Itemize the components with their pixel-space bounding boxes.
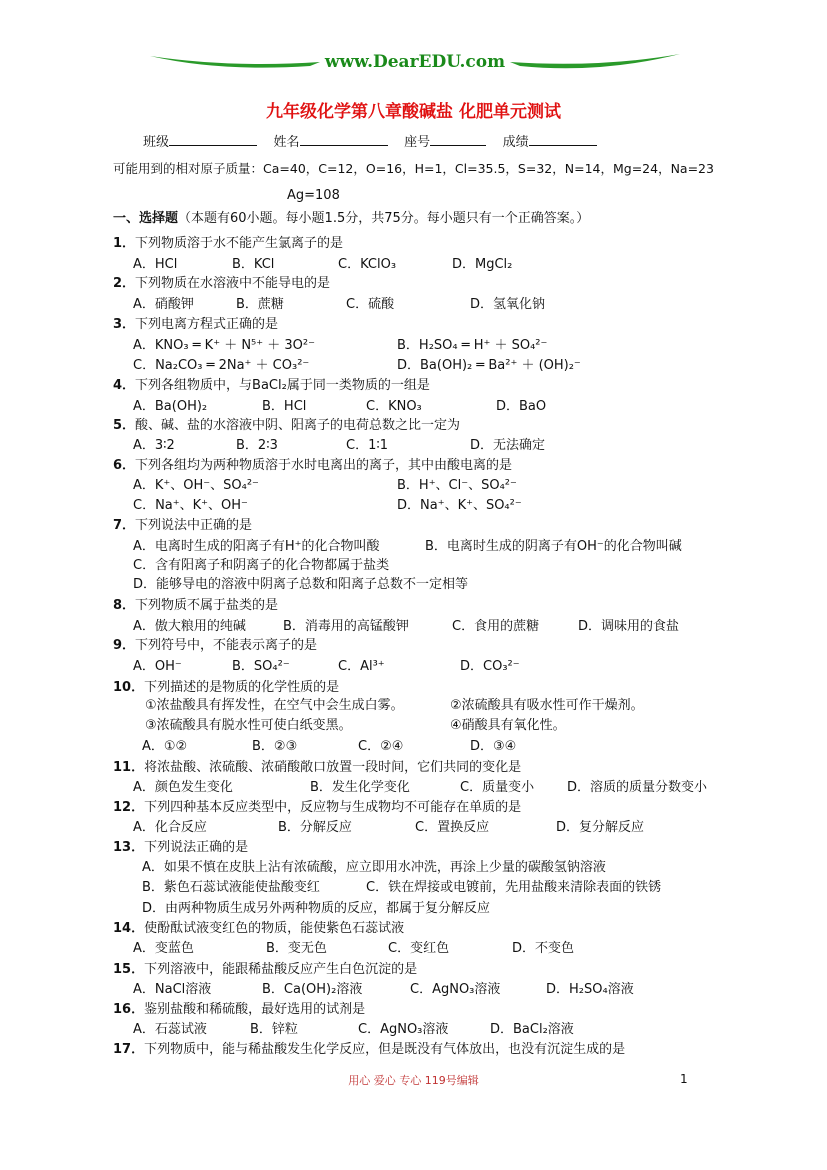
- q10-option-b: B．②③: [252, 739, 298, 754]
- question-16-option: B．锌粒: [250, 1022, 298, 1037]
- q10-statement-1: ①浓盐酸具有挥发性，在空气中会生成白雾。: [145, 698, 404, 713]
- question-17: [113, 1042, 625, 1058]
- question-11-option: C．质量变小: [460, 780, 535, 795]
- question-16: [113, 1002, 365, 1018]
- question-text: 下列说法中正确的是: [135, 518, 253, 533]
- q10-statement-3: ③浓硫酸具有脱水性可使白纸变黑。: [145, 718, 352, 733]
- section-desc: （本题有60小题。每小题1.5分，共75分。每小题只有一个正确答案。）: [178, 211, 590, 226]
- question-5: [113, 418, 460, 434]
- question-number: 4．: [113, 378, 136, 393]
- question-1: [113, 236, 343, 252]
- student-info-line: [143, 133, 597, 151]
- q13-option-a: A．如果不慎在皮肤上沾有浓硫酸，应立即用水冲洗，再涂上少量的碳酸氢钠溶液: [142, 860, 606, 875]
- question-number: 15．: [113, 962, 145, 977]
- question-text: 下列物质中，能与稀盐酸发生化学反应，但是既没有气体放出，也没有沉淀生成的是: [144, 1042, 626, 1057]
- question-6-option: C．Na⁺、K⁺、OH⁻: [133, 498, 248, 513]
- question-8-option: B．消毒用的高锰酸钾: [283, 619, 409, 634]
- question-12-option: C．置换反应: [415, 820, 490, 835]
- question-11-option: A．颜色发生变化: [133, 780, 233, 795]
- q10-statement-2: ②浓硫酸具有吸水性可作干燥剂。: [450, 698, 644, 713]
- question-number: 13．: [113, 840, 145, 855]
- atomic-mass-line-2: Ag=108: [287, 188, 340, 203]
- site-logo: [150, 48, 680, 80]
- question-9-option: C．Al³⁺: [338, 659, 385, 674]
- question-text: 下列四种基本反应类型中，反应物与生成物均不可能存在单质的是: [144, 800, 522, 815]
- question-14-option: D．不变色: [512, 941, 575, 956]
- question-number: 5．: [113, 418, 136, 433]
- name-label: 姓名: [273, 135, 300, 150]
- question-1-option: B．KCl: [232, 257, 275, 272]
- question-number: 6．: [113, 458, 136, 473]
- q10-option-a: A．①②: [142, 739, 188, 754]
- question-text: 下列描述的是物质的化学性质的是: [144, 680, 340, 695]
- question-8-option: C．食用的蔗糖: [452, 619, 540, 634]
- question-text: 下列物质在水溶液中不能导电的是: [135, 276, 331, 291]
- question-3-option: A．KNO₃ ═ K⁺ ＋ N⁵⁺ ＋ 3O²⁻: [133, 338, 315, 353]
- question-2-option: A．硝酸钾: [133, 297, 194, 312]
- question-7: [113, 518, 252, 534]
- question-text: 下列物质溶于水不能产生氯离子的是: [135, 236, 344, 251]
- question-9-option: D．CO₃²⁻: [460, 659, 520, 674]
- question-8-option: D．调味用的食盐: [578, 619, 680, 634]
- question-text: 下列各组均为两种物质溶于水时电离出的离子，其中由酸电离的是: [135, 458, 513, 473]
- logo-text: www.DearEDU.com: [324, 52, 506, 72]
- question-number: 2．: [113, 276, 136, 291]
- footer-text: 用心 爱心 专心 119号编辑: [348, 1074, 479, 1087]
- atomic-mass-line: 可能用到的相对原子质量：Ca=40，C=12，O=16，H=1，Cl=35.5，S=32，N=14，Mg=24，Na=23: [113, 161, 714, 176]
- class-label: 班级: [143, 135, 170, 150]
- question-4-option: B．HCl: [262, 399, 307, 414]
- question-2: [113, 276, 330, 292]
- question-text: 下列电离方程式正确的是: [135, 317, 279, 332]
- name-blank: [300, 133, 388, 146]
- question-6-option: B．H⁺、Cl⁻、SO₄²⁻: [397, 478, 517, 493]
- question-number: 16．: [113, 1002, 145, 1017]
- question-14-option: A．变蓝色: [133, 941, 194, 956]
- question-number: 17．: [113, 1042, 145, 1057]
- q10-option-d: D．③④: [470, 739, 517, 754]
- question-16-option: A．石蕊试液: [133, 1022, 207, 1037]
- q13-option-d: D．由两种物质生成另外两种物质的反应，都属于复分解反应: [142, 901, 491, 916]
- question-12-option: B．分解反应: [278, 820, 352, 835]
- seat-label: 座号: [404, 135, 431, 150]
- score-blank: [529, 133, 597, 146]
- question-3-option: C．Na₂CO₃ ═ 2Na⁺ ＋ CO₃²⁻: [133, 358, 310, 373]
- question-3: [113, 317, 278, 333]
- question-5-option: D．无法确定: [470, 438, 546, 453]
- q7-option-d: D．能够导电的溶液中阴离子总数和阳离子总数不一定相等: [133, 577, 469, 592]
- question-text: 使酚酞试液变红色的物质，能使紫色石蕊试液: [144, 921, 405, 936]
- question-16-option: D．BaCl₂溶液: [490, 1022, 574, 1037]
- question-15-option: D．H₂SO₄溶液: [546, 982, 634, 997]
- question-10: [113, 680, 339, 696]
- question-number: 7．: [113, 518, 136, 533]
- question-1-option: C．KClO₃: [338, 257, 397, 272]
- question-4-option: A．Ba(OH)₂: [133, 399, 208, 414]
- question-6-option: A．K⁺、OH⁻、SO₄²⁻: [133, 478, 259, 493]
- question-text: 下列说法正确的是: [144, 840, 249, 855]
- q13-option-b: B．紫色石蕊试液能使盐酸变红: [142, 880, 320, 895]
- question-3-option: D．Ba(OH)₂ ═ Ba²⁺ ＋ (OH)₂⁻: [397, 358, 581, 373]
- question-8-option: A．傲大粮用的纯碱: [133, 619, 246, 634]
- question-13: [113, 840, 248, 856]
- question-5-option: C．1∶1: [346, 438, 389, 453]
- question-15-option: A．NaCl溶液: [133, 982, 212, 997]
- question-2-option: D．氢氧化钠: [470, 297, 546, 312]
- question-12: [113, 800, 521, 816]
- question-6: [113, 458, 512, 474]
- q10-option-c: C．②④: [358, 739, 404, 754]
- page-number: 1: [680, 1072, 688, 1086]
- score-label: 成绩: [502, 135, 529, 150]
- question-9-option: A．OH⁻: [133, 659, 182, 674]
- section-header: [113, 211, 589, 227]
- question-15-option: B．Ca(OH)₂溶液: [262, 982, 363, 997]
- q7-option-c: C．含有阳离子和阴离子的化合物都属于盐类: [133, 558, 390, 573]
- question-3-option: B．H₂SO₄ ═ H⁺ ＋ SO₄²⁻: [397, 338, 548, 353]
- question-9: [113, 638, 317, 654]
- question-number: 11．: [113, 760, 145, 775]
- question-text: 下列溶液中，能跟稀盐酸反应产生白色沉淀的是: [144, 962, 418, 977]
- question-number: 9．: [113, 638, 136, 653]
- question-number: 10．: [113, 680, 145, 695]
- question-text: 酸、碱、盐的水溶液中阴、阳离子的电荷总数之比一定为: [135, 418, 461, 433]
- question-9-option: B．SO₄²⁻: [232, 659, 290, 674]
- question-4-option: D．BaO: [496, 399, 547, 414]
- question-text: 下列符号中，不能表示离子的是: [135, 638, 318, 653]
- question-11-option: D．溶质的质量分数变小: [567, 780, 708, 795]
- question-text: 将浓盐酸、浓硫酸、浓硝酸敞口放置一段时间，它们共同的变化是: [144, 760, 522, 775]
- seat-blank: [430, 133, 486, 146]
- page-title: 九年级化学第八章酸碱盐 化肥单元测试: [266, 102, 561, 122]
- question-number: 12．: [113, 800, 145, 815]
- question-5-option: A．3∶2: [133, 438, 175, 453]
- question-5-option: B．2∶3: [236, 438, 278, 453]
- question-4-option: C．KNO₃: [366, 399, 422, 414]
- class-blank: [169, 133, 257, 146]
- question-14-option: C．变红色: [388, 941, 450, 956]
- question-2-option: C．硫酸: [346, 297, 395, 312]
- question-1-option: D．MgCl₂: [452, 257, 513, 272]
- question-number: 1．: [113, 236, 136, 251]
- question-number: 14．: [113, 921, 145, 936]
- question-8: [113, 598, 278, 614]
- question-11-option: B．发生化学变化: [310, 780, 410, 795]
- q10-statement-4: ④硝酸具有氧化性。: [450, 718, 566, 733]
- question-text: 下列各组物质中，与BaCl₂属于同一类物质的一组是: [135, 378, 430, 393]
- q7-option-a: A．电离时生成的阳离子有H⁺的化合物叫酸: [133, 539, 380, 554]
- question-number: 3．: [113, 317, 136, 332]
- question-14-option: B．变无色: [266, 941, 327, 956]
- question-12-option: D．复分解反应: [556, 820, 645, 835]
- section-label: 一、选择题: [113, 211, 179, 226]
- q13-option-c: C．铁在焊接或电镀前，先用盐酸来清除表面的铁锈: [366, 880, 662, 895]
- question-12-option: A．化合反应: [133, 820, 207, 835]
- question-15-option: C．AgNO₃溶液: [410, 982, 501, 997]
- question-11: [113, 760, 521, 776]
- question-6-option: D．Na⁺、K⁺、SO₄²⁻: [397, 498, 522, 513]
- question-text: 下列物质不属于盐类的是: [135, 598, 279, 613]
- question-14: [113, 921, 404, 937]
- question-1-option: A．HCl: [133, 257, 178, 272]
- question-2-option: B．蔗糖: [236, 297, 284, 312]
- question-16-option: C．AgNO₃溶液: [358, 1022, 449, 1037]
- question-text: 鉴别盐酸和稀硫酸，最好选用的试剂是: [144, 1002, 366, 1017]
- question-15: [113, 962, 417, 978]
- q7-option-b: B．电离时生成的阴离子有OH⁻的化合物叫碱: [425, 539, 682, 554]
- question-4: [113, 378, 430, 394]
- question-number: 8．: [113, 598, 136, 613]
